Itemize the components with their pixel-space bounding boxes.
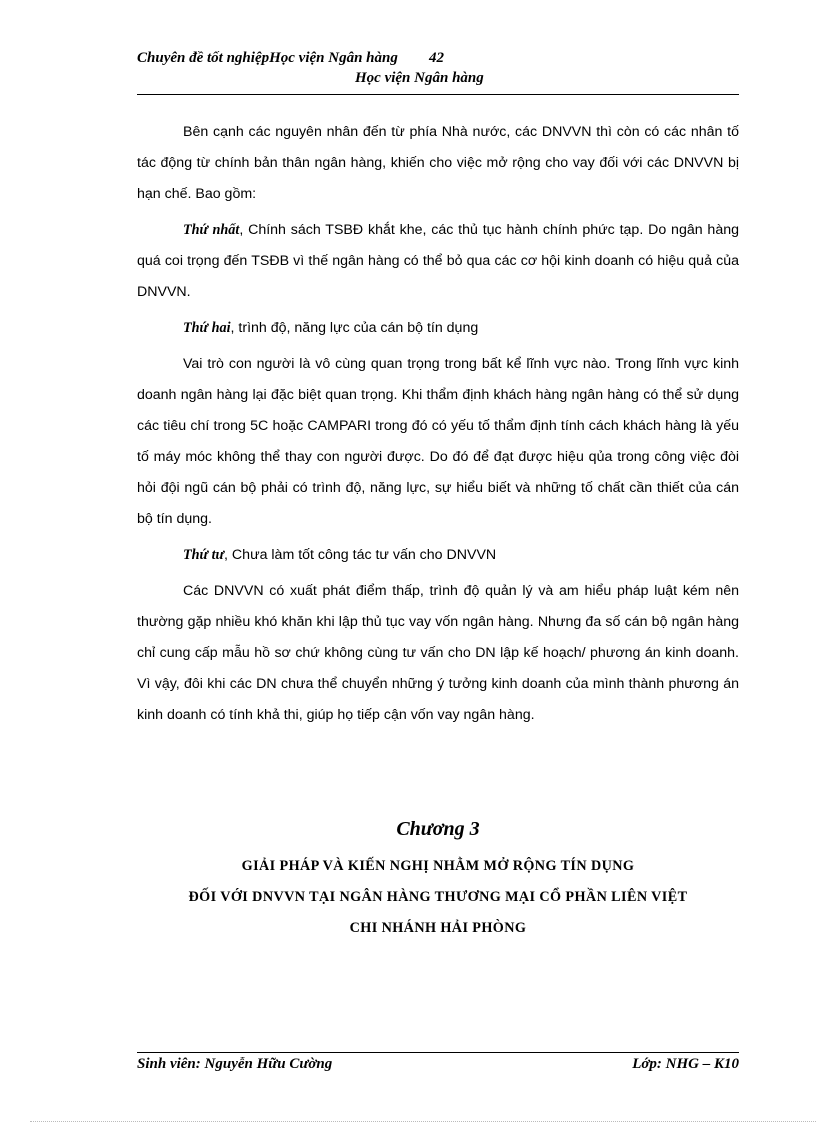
paragraph-text: , Chính sách TSBĐ khắt khe, các thủ tục hành chính phức tạp. Do ngân hàng quá coi trọng đến TSĐB vì thế ngân hàng có thể bỏ qua các cơ hội kinh doanh có hiệu quả của DNVVN. xyxy=(137,222,739,300)
chapter-subtitle-line: GIẢI PHÁP VÀ KIẾN NGHỊ NHẰM MỞ RỘNG TÍN DỤNG xyxy=(241,858,635,874)
paragraph-text: Vai trò con người là vô cùng quan trọng trong bất kể lĩnh vực nào. Trong lĩnh vực kinh doanh ngân hàng lại đặc biệt quan trọng. Khi thẩm định khách hàng ngân hàng có thể sử dụng các tiêu chí trong 5C hoặc CAMPARI trong đó có yếu tố thẩm định tính cách khách hàng là yếu tố máy móc không thể thay con người được. Do đó để đạt được hiệu qủa trong công việc đòi hỏi đội ngũ cán bộ phải có trình độ, năng lực, sự hiểu biết và những tố chất cần thiết của cán bộ tín dụng. xyxy=(137,356,739,527)
header-title: Chuyên đề tốt nghiệpHọc viện Ngân hàng xyxy=(137,50,398,66)
paragraph-lead: Thứ tư xyxy=(183,547,225,563)
page-number: 42 xyxy=(429,50,444,66)
chapter-subtitle-line: CHI NHÁNH HẢI PHÒNG xyxy=(349,920,527,936)
paragraph xyxy=(137,313,739,344)
paragraph xyxy=(137,215,739,308)
footer-student: Sinh viên: Nguyễn Hữu Cường xyxy=(137,1056,333,1072)
chapter-subtitle-line: ĐỐI VỚI DNVVN TẠI NGÂN HÀNG THƯƠNG MẠI CỔ PHẦN LIÊN VIỆT xyxy=(188,889,688,905)
paragraph-text: Các DNVVN có xuất phát điểm thấp, trình độ quản lý và am hiểu pháp luật kém nên thường gặp nhiều khó khăn khi lập thủ tục vay vốn ngân hàng. Nhưng đa số cán bộ ngân hàng chỉ cung cấp mẫu hồ sơ chứ không cùng tư vấn cho DN lập kế hoạch/ phương án kinh doanh. Vì vậy, đôi khi các DN chưa thể chuyển những ý tưởng kinh doanh của mình thành phương án kinh doanh có tính khả thi, giúp họ tiếp cận vốn vay ngân hàng. xyxy=(137,583,739,723)
paragraph xyxy=(137,117,739,210)
page-footer xyxy=(137,1052,739,1083)
paragraph-text: , trình độ, năng lực của cán bộ tín dụng xyxy=(230,320,479,336)
paragraph-lead: Thứ hai xyxy=(183,320,231,336)
paragraph xyxy=(137,540,739,571)
page-header xyxy=(137,44,739,95)
page-edge-divider xyxy=(30,1121,816,1122)
paragraph-text: , Chưa làm tốt công tác tư vấn cho DNVVN xyxy=(224,547,497,563)
footer-class: Lớp: NHG – K10 xyxy=(632,1056,739,1072)
body-text xyxy=(137,117,739,736)
chapter-heading xyxy=(137,818,739,944)
paragraph xyxy=(137,349,739,535)
paragraph-lead: Thứ nhất xyxy=(183,222,240,238)
paragraph-text: Bên cạnh các nguyên nhân đến từ phía Nhà nước, các DNVVN thì còn có các nhân tố tác động từ chính bản thân ngân hàng, khiến cho việc mở rộng cho vay đối với các DNVVN bị hạn chế. Bao gồm: xyxy=(137,124,739,202)
paragraph xyxy=(137,576,739,731)
chapter-title: Chương 3 xyxy=(396,818,480,840)
header-institution: Học viện Ngân hàng xyxy=(355,70,484,86)
